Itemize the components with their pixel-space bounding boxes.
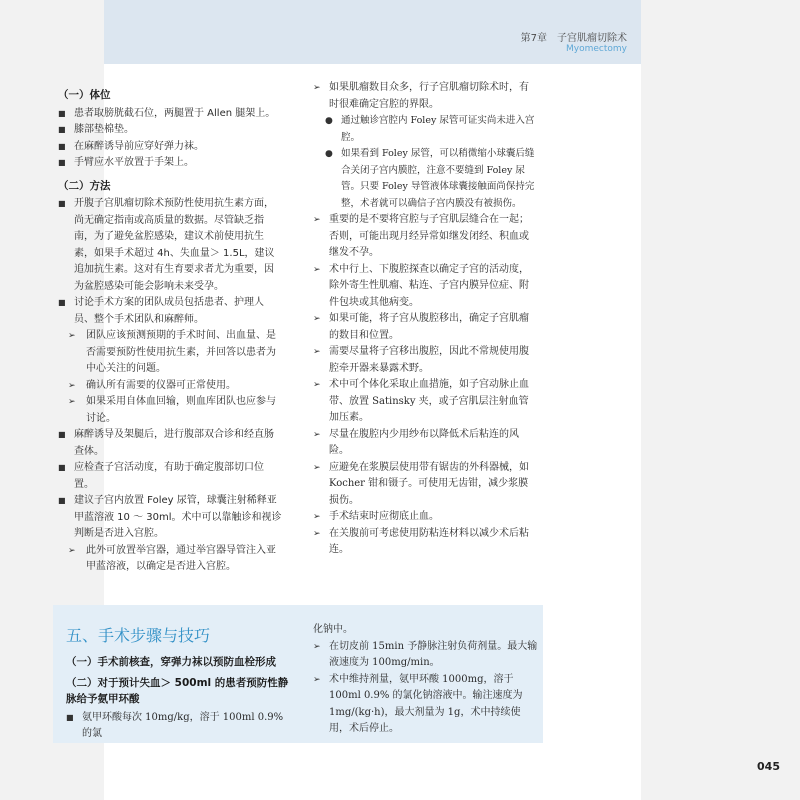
list-item: ➢ 应避免在浆膜层使用带有锯齿的外科器械，如 Kocher 钳和镊子。可使用无齿钳，减少浆膜损伤。: [313, 461, 529, 506]
box-heading-1: （一）手术前核查，穿弹力袜以预防血栓形成: [66, 656, 276, 668]
left-column: [58, 83, 283, 576]
list-item: ■ 在麻醉诱导前应穿好弹力袜。: [58, 139, 283, 156]
square-bullet-icon: ■: [58, 158, 66, 167]
list-item: ■ 建议子宫内放置 Foley 尿管，球囊注射稀释亚甲蓝溶液 10 ～ 30ml。术中可以靠触诊和视诊判断是否进入宫腔。: [58, 495, 282, 539]
list-item: ➢ 如果肌瘤数目众多，行子宫肌瘤切除术时，有时很难确定宫腔的界限。: [313, 82, 529, 110]
box-left-column: [66, 650, 291, 743]
sub-list-item: ➢ 此外可放置举宫器，通过举宫器导管注入亚甲蓝溶液，以确定是否进入宫腔。: [68, 544, 276, 572]
square-bullet-icon: ■: [58, 125, 66, 134]
arrow-bullet-icon: ➢: [313, 314, 321, 324]
arrow-bullet-icon: ➢: [313, 512, 321, 522]
list-item: ■ 氨甲环酸每次 10mg/kg，溶于 100ml 0.9% 的氯: [66, 711, 284, 739]
arrow-bullet-icon: ➢: [313, 674, 321, 685]
list-item: ■ 开腹子宫肌瘤切除术预防性使用抗生素方面，尚无确定指南或高质量的数据。尽管缺乏指南，为了避免盆腔感染，建议术前使用抗生素，如果手术超过 4h、失血量＞ 1.5L，建议追加抗生素。这对有生育要求者尤为重要，因为盆腔感染可能会影响未来受孕。: [58, 198, 275, 292]
list-item: ■ 膝部垫棉垫。: [58, 122, 283, 139]
sub-list-item: ➢ 确认所有需要的仪器可正常使用。: [58, 378, 283, 395]
arrow-bullet-icon: ➢: [313, 380, 321, 390]
square-bullet-icon: ■: [58, 430, 66, 439]
sub-list-item: ➢ 如果采用自体血回输，则血库团队也应参与讨论。: [68, 396, 276, 424]
arrow-bullet-icon: ➢: [68, 331, 76, 341]
square-bullet-icon: ■: [58, 298, 66, 307]
sub-list-item: ➢ 团队应该预测预期的手术时间、出血量、是否需要预防性使用抗生素，并回答以患者为中心关注的问题。: [68, 330, 276, 374]
list-item: ➢ 尽量在腹腔内少用纱布以降低术后粘连的风险。: [313, 428, 519, 456]
continued-text: 化钠中。: [313, 624, 353, 635]
list-item: ➢ 术中行上、下腹腔探查以确定子宫的活动度，除外寄生性肌瘤、粘连、子宫内膜异位症、附件包块或其他病变。: [313, 263, 529, 308]
dot-bullet-icon: ●: [325, 149, 333, 159]
running-header: [104, 0, 641, 64]
arrow-bullet-icon: ➢: [313, 83, 321, 93]
square-bullet-icon: ■: [58, 108, 66, 118]
list-item: ■ 讨论手术方案的团队成员包括患者、护理人员、整个手术团队和麻醉师。: [58, 297, 264, 325]
chapter-subtitle: Myomectomy: [566, 44, 627, 54]
dot-bullet-icon: ●: [325, 116, 333, 126]
arrow-bullet-icon: ➢: [313, 215, 321, 225]
list-item: ■ 应检查子宫活动度，有助于确定腹部切口位置。: [58, 462, 264, 490]
square-bullet-icon: ■: [58, 496, 66, 505]
box-right-column: [313, 622, 538, 738]
arrow-bullet-icon: ➢: [313, 462, 321, 473]
chapter-title: 第7章 子宫肌瘤切除术: [520, 33, 627, 44]
list-item: ➢ 在切皮前 15min 予静脉注射负荷剂量。最大输液速度为 100mg/min。: [313, 640, 538, 668]
list-item: ➢ 术中可个体化采取止血措施，如子宫动脉止血带、放置 Satinsky 夹，或子宫肌层注射血管加压素。: [313, 379, 529, 423]
box-heading-2: （二）对于预计失血＞ 500ml 的患者预防性静脉给予氨甲环酸: [66, 676, 289, 705]
arrow-bullet-icon: ➢: [313, 528, 321, 539]
sub-list-item: ● 通过触诊宫腔内 Foley 尿管可证实尚未进入宫腔。: [325, 115, 535, 143]
list-item: ■ 手臂应水平放置于手架上。: [58, 155, 283, 172]
list-item: ➢ 在关腹前可考虑使用防粘连材料以减少术后粘连。: [313, 527, 529, 555]
section-five-title: 五、手术步骤与技巧: [66, 626, 211, 645]
list-item: ➢ 需要尽量将子宫移出腹腔，因此不常规使用腹腔牵开器来暴露术野。: [313, 346, 529, 374]
sub-list-item: ● 如果看到 Foley 尿管，可以稍微缩小球囊后缝合关闭子宫内膜腔，注意不要缝到 Foley 尿管。只要 Foley 导管液体球囊接触面尚保持完整，术者就可以确信子宫内膜没有被损伤。: [325, 148, 535, 209]
page-number: 045: [757, 760, 780, 773]
section-method-title: （二）方法: [58, 179, 111, 192]
square-bullet-icon: ■: [58, 141, 66, 151]
square-bullet-icon: ■: [58, 199, 66, 208]
arrow-bullet-icon: ➢: [313, 347, 321, 357]
list-item: ➢ 重要的是不要将宫腔与子宫肌层缝合在一起；否则，可能出现月经异常如继发闭经、积血或继发不孕。: [313, 214, 529, 258]
square-bullet-icon: ■: [66, 712, 74, 722]
right-column: [313, 80, 538, 559]
list-item: ➢ 手术结束时应彻底止血。: [313, 509, 538, 526]
arrow-bullet-icon: ➢: [313, 429, 321, 440]
arrow-bullet-icon: ➢: [313, 641, 321, 652]
list-item: ➢ 术中维持剂量，氨甲环酸 1000mg，溶于 100ml 0.9% 的氯化钠溶液中。输注速度为 1mg/(kg·h)，最大剂量为 1g，术中持续使用，术后停止。: [313, 673, 523, 734]
section-position-title: （一）体位: [58, 89, 111, 101]
list-item: ■ 患者取膀胱截石位，两腿置于 Allen 腿架上。: [58, 106, 283, 123]
arrow-bullet-icon: ➢: [68, 545, 76, 556]
arrow-bullet-icon: ➢: [68, 380, 76, 391]
arrow-bullet-icon: ➢: [313, 264, 321, 275]
arrow-bullet-icon: ➢: [68, 397, 76, 407]
list-item: ➢ 如果可能，将子宫从腹腔移出，确定子宫肌瘤的数目和位置。: [313, 313, 529, 341]
square-bullet-icon: ■: [58, 463, 66, 472]
list-item: ■ 麻醉诱导及架腿后，进行腹部双合诊和经直肠查体。: [58, 429, 274, 457]
